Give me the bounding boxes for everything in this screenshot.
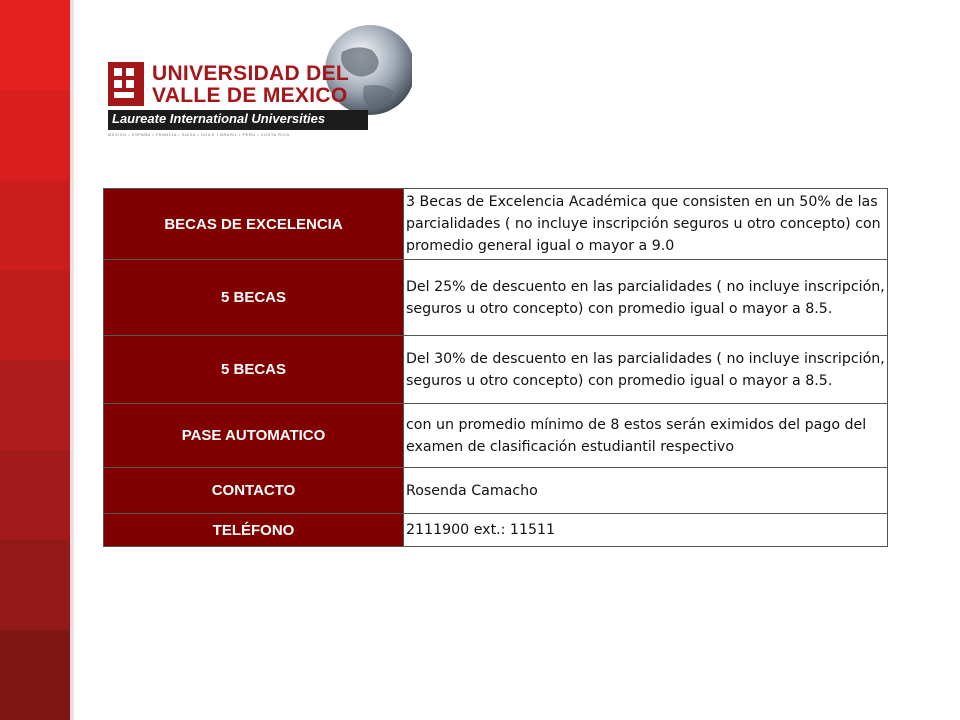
logo-name-line2: VALLE DE MEXICO	[152, 84, 348, 107]
table-row	[104, 189, 888, 260]
row-description: Del 25% de descuento en las parcialidades ( no incluye inscripción, seguros u otro concepto) con promedio igual o mayor a 8.5.	[404, 260, 888, 336]
row-description: Rosenda Camacho	[404, 468, 888, 514]
logo-name-line1: UNIVERSIDAD DEL	[152, 62, 350, 85]
band-edge	[70, 0, 74, 720]
row-description: 3 Becas de Excelencia Académica que consisten en un 50% de las parcialidades ( no incluye inscripción seguros u otro concepto) con promedio general igual o mayor a 9.0	[404, 189, 888, 260]
logo-network: Laureate International Universities	[108, 110, 368, 130]
band-segment	[0, 540, 70, 630]
band-segment	[0, 0, 70, 90]
band-segment	[0, 450, 70, 540]
band-segment	[0, 90, 70, 180]
table-row	[104, 260, 888, 336]
table-row	[104, 514, 888, 547]
row-label: CONTACTO	[104, 468, 404, 514]
row-description: Del 30% de descuento en las parcialidades ( no incluye inscripción, seguros u otro concepto) con promedio igual o mayor a 8.5.	[404, 336, 888, 404]
row-label: 5 BECAS	[104, 336, 404, 404]
row-description: con un promedio mínimo de 8 estos serán eximidos del pago del examen de clasificación estudiantil respectivo	[404, 404, 888, 468]
table-row	[104, 404, 888, 468]
table-row	[104, 336, 888, 404]
row-label: PASE AUTOMATICO	[104, 404, 404, 468]
band-segment	[0, 180, 70, 270]
band-segment	[0, 630, 70, 720]
row-label: BECAS DE EXCELENCIA	[104, 189, 404, 260]
becas-table	[103, 188, 888, 547]
band-segment	[0, 270, 70, 360]
university-logo	[102, 22, 412, 137]
band-segment	[0, 360, 70, 450]
logo-countries: MEXICO • ESPAÑA • FRANCIA • SUIZA • CHILE • BRASIL • PERU • COSTA RICA	[108, 132, 290, 137]
row-label: TELÉFONO	[104, 514, 404, 547]
side-decorative-band	[0, 0, 70, 720]
row-description: 2111900 ext.: 11511	[404, 514, 888, 547]
row-label: 5 BECAS	[104, 260, 404, 336]
table-row	[104, 468, 888, 514]
